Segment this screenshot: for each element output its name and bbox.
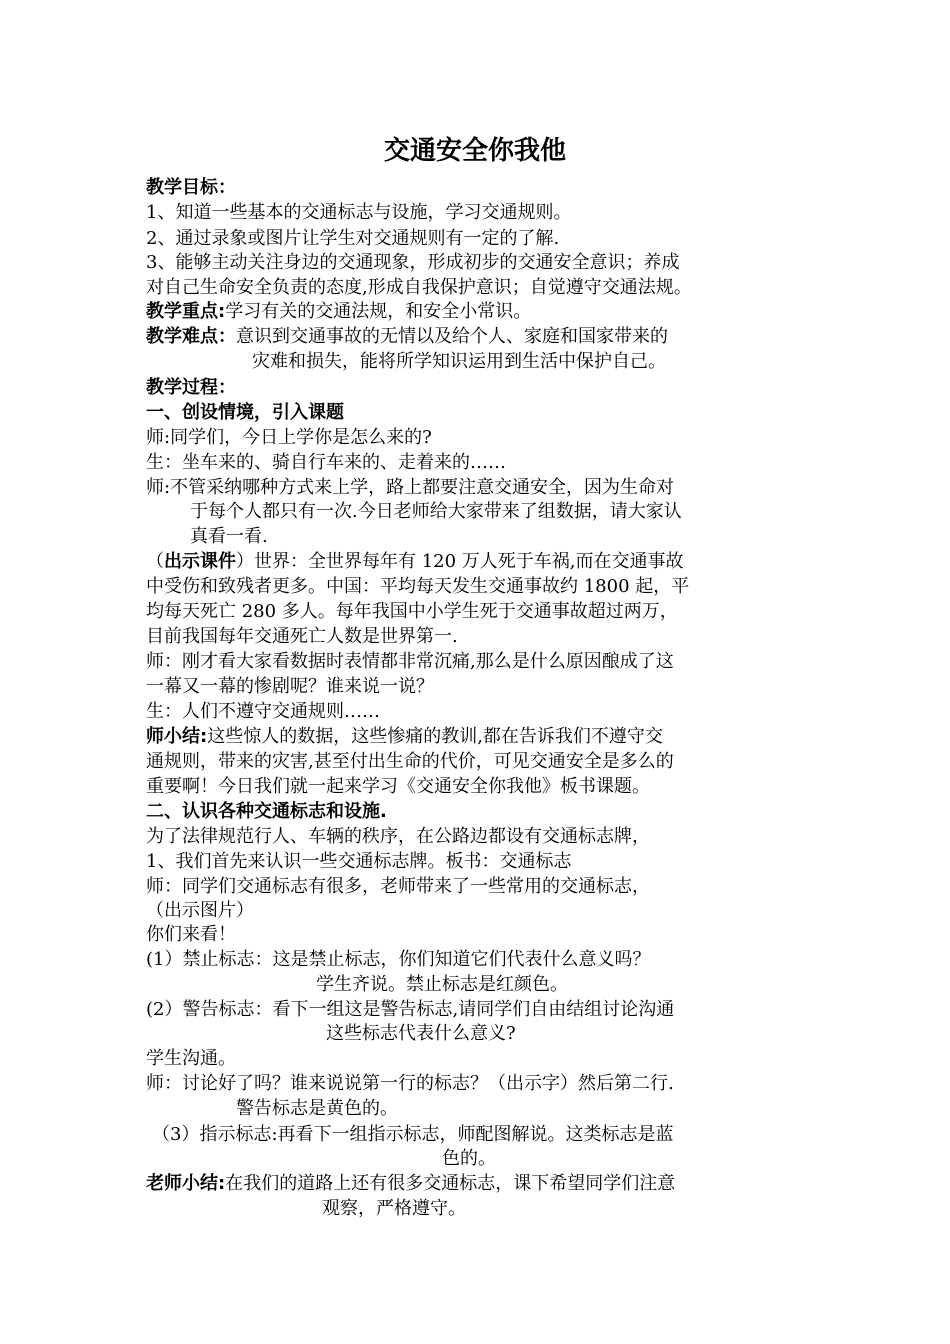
paragraph-line: 目前我国每年交通死亡人数是世界第一. [146, 626, 458, 647]
paragraph-line: 中受伤和致残者更多。中国：平均每天发生交通事故约 1800 起，平 [146, 576, 690, 597]
sign-item-prohibition: (1）禁止标志：这是禁止标志，你们知道它们代表什么意义吗？ [146, 949, 651, 970]
key-points-text: 学习有关的交通法规，和安全小常识。 [225, 301, 532, 322]
sign-item-indication-cont: 色的。 [442, 1148, 496, 1169]
paragraph-line: 你们来看！ [146, 924, 236, 945]
heading-objectives: 教学目标： [146, 177, 236, 198]
summary-text: 这些惊人的数据，这些惨痛的教训,都在告诉我们不遵守交 [207, 726, 663, 747]
sign-item-warning: (2）警告标志：看下一组这是警告标志,请同学们自由结组讨论沟通 [146, 999, 675, 1020]
teacher-summary-text: 在我们的道路上还有很多交通标志，课下希望同学们注意 [225, 1173, 676, 1194]
courseware-text: ）世界：全世界每年有 120 万人死于车祸,而在交通事故 [236, 551, 684, 572]
teacher-summary-line [146, 1172, 675, 1196]
objective-2: 2、通过录象或图片让学生对交通规则有一定的了解. [146, 228, 560, 249]
dialogue-line-cont: 真看一看. [190, 526, 268, 547]
courseware-label: 出示课件 [164, 551, 236, 572]
dialogue-line: 生：坐车来的、骑自行车来的、走着来的…… [146, 452, 506, 473]
paragraph-line: （出示图片） [146, 900, 254, 921]
dialogue-line: 生：人们不遵守交通规则…… [146, 701, 380, 722]
key-points-line [146, 300, 531, 324]
summary-text-cont: 通规则，带来的灾害,甚至付出生命的代价，可见交通安全是多么的 [146, 751, 674, 772]
difficulty-line [146, 325, 668, 349]
courseware-line [146, 550, 684, 574]
document-title: 交通安全你我他 [383, 136, 566, 166]
dialogue-line-cont: 于每个人都只有一次.今日老师给大家带来了组数据，请大家认 [190, 501, 682, 522]
heading-process: 教学过程： [146, 377, 236, 398]
teacher-summary-text-cont: 观察，严格遵守。 [322, 1198, 466, 1219]
section-1-heading: 一、创设情境，引入课题 [146, 402, 344, 423]
heading-difficulty: 教学难点： [146, 326, 236, 347]
dialogue-line-cont: 警告标志是黄色的。 [236, 1098, 398, 1119]
dialogue-line: 师：同学们交通标志有很多，老师带来了一些常用的交通标志， [146, 876, 650, 897]
sign-item-prohibition-cont: 学生齐说。禁止标志是红颜色。 [316, 974, 568, 995]
dialogue-line-cont: 一幕又一幕的惨剧呢？谁来说一说？ [146, 676, 434, 697]
objective-3-cont: 对自己生命安全负责的态度,形成自我保护意识；自觉遵守交通法规。 [146, 277, 692, 298]
paren-open: （ [146, 551, 164, 572]
paragraph-line: 学生沟通。 [146, 1048, 236, 1069]
difficulty-text: 意识到交通事故的无情以及给个人、家庭和国家带来的 [236, 326, 668, 347]
dialogue-line: 师：讨论好了吗？谁来说说第一行的标志？（出示字）然后第二行. [146, 1073, 674, 1094]
paragraph-line: 为了法律规范行人、车辆的秩序，在公路边都设有交通标志牌， [146, 826, 650, 847]
summary-line [146, 725, 663, 749]
section-2-heading: 二、认识各种交通标志和设施. [146, 801, 387, 822]
dialogue-line: 师:不管采纳哪种方式来上学，路上都要注意交通安全，因为生命对 [146, 477, 675, 498]
paragraph-line: 1、我们首先来认识一些交通标志牌。板书：交通标志 [146, 851, 572, 872]
dialogue-line: 师：刚才看大家看数据时表情都非常沉痛,那么是什么原因酿成了这 [146, 651, 674, 672]
summary-text-cont: 重要啊！今日我们就一起来学习《交通安全你我他》板书课题。 [146, 776, 650, 797]
objective-1: 1、知道一些基本的交通标志与设施，学习交通规则。 [146, 202, 572, 223]
dialogue-line: 师:同学们，今日上学你是怎么来的? [146, 427, 432, 448]
teacher-summary-label: 老师小结: [146, 1173, 226, 1194]
paragraph-line: 均每天死亡 280 多人。每年我国中小学生死于交通事故超过两万， [146, 601, 678, 622]
heading-key-points: 教学重点: [146, 301, 226, 322]
sign-item-indication: （3）指示标志:再看下一组指示标志，师配图解说。这类标志是蓝 [152, 1124, 674, 1145]
objective-3: 3、能够主动关注身边的交通现象，形成初步的交通安全意识；养成 [146, 252, 680, 273]
difficulty-text-cont: 灾难和损失，能将所学知识运用到生活中保护自己。 [252, 351, 666, 372]
summary-label: 师小结: [146, 726, 208, 747]
sign-item-warning-cont: 这些标志代表什么意义? [326, 1023, 516, 1044]
